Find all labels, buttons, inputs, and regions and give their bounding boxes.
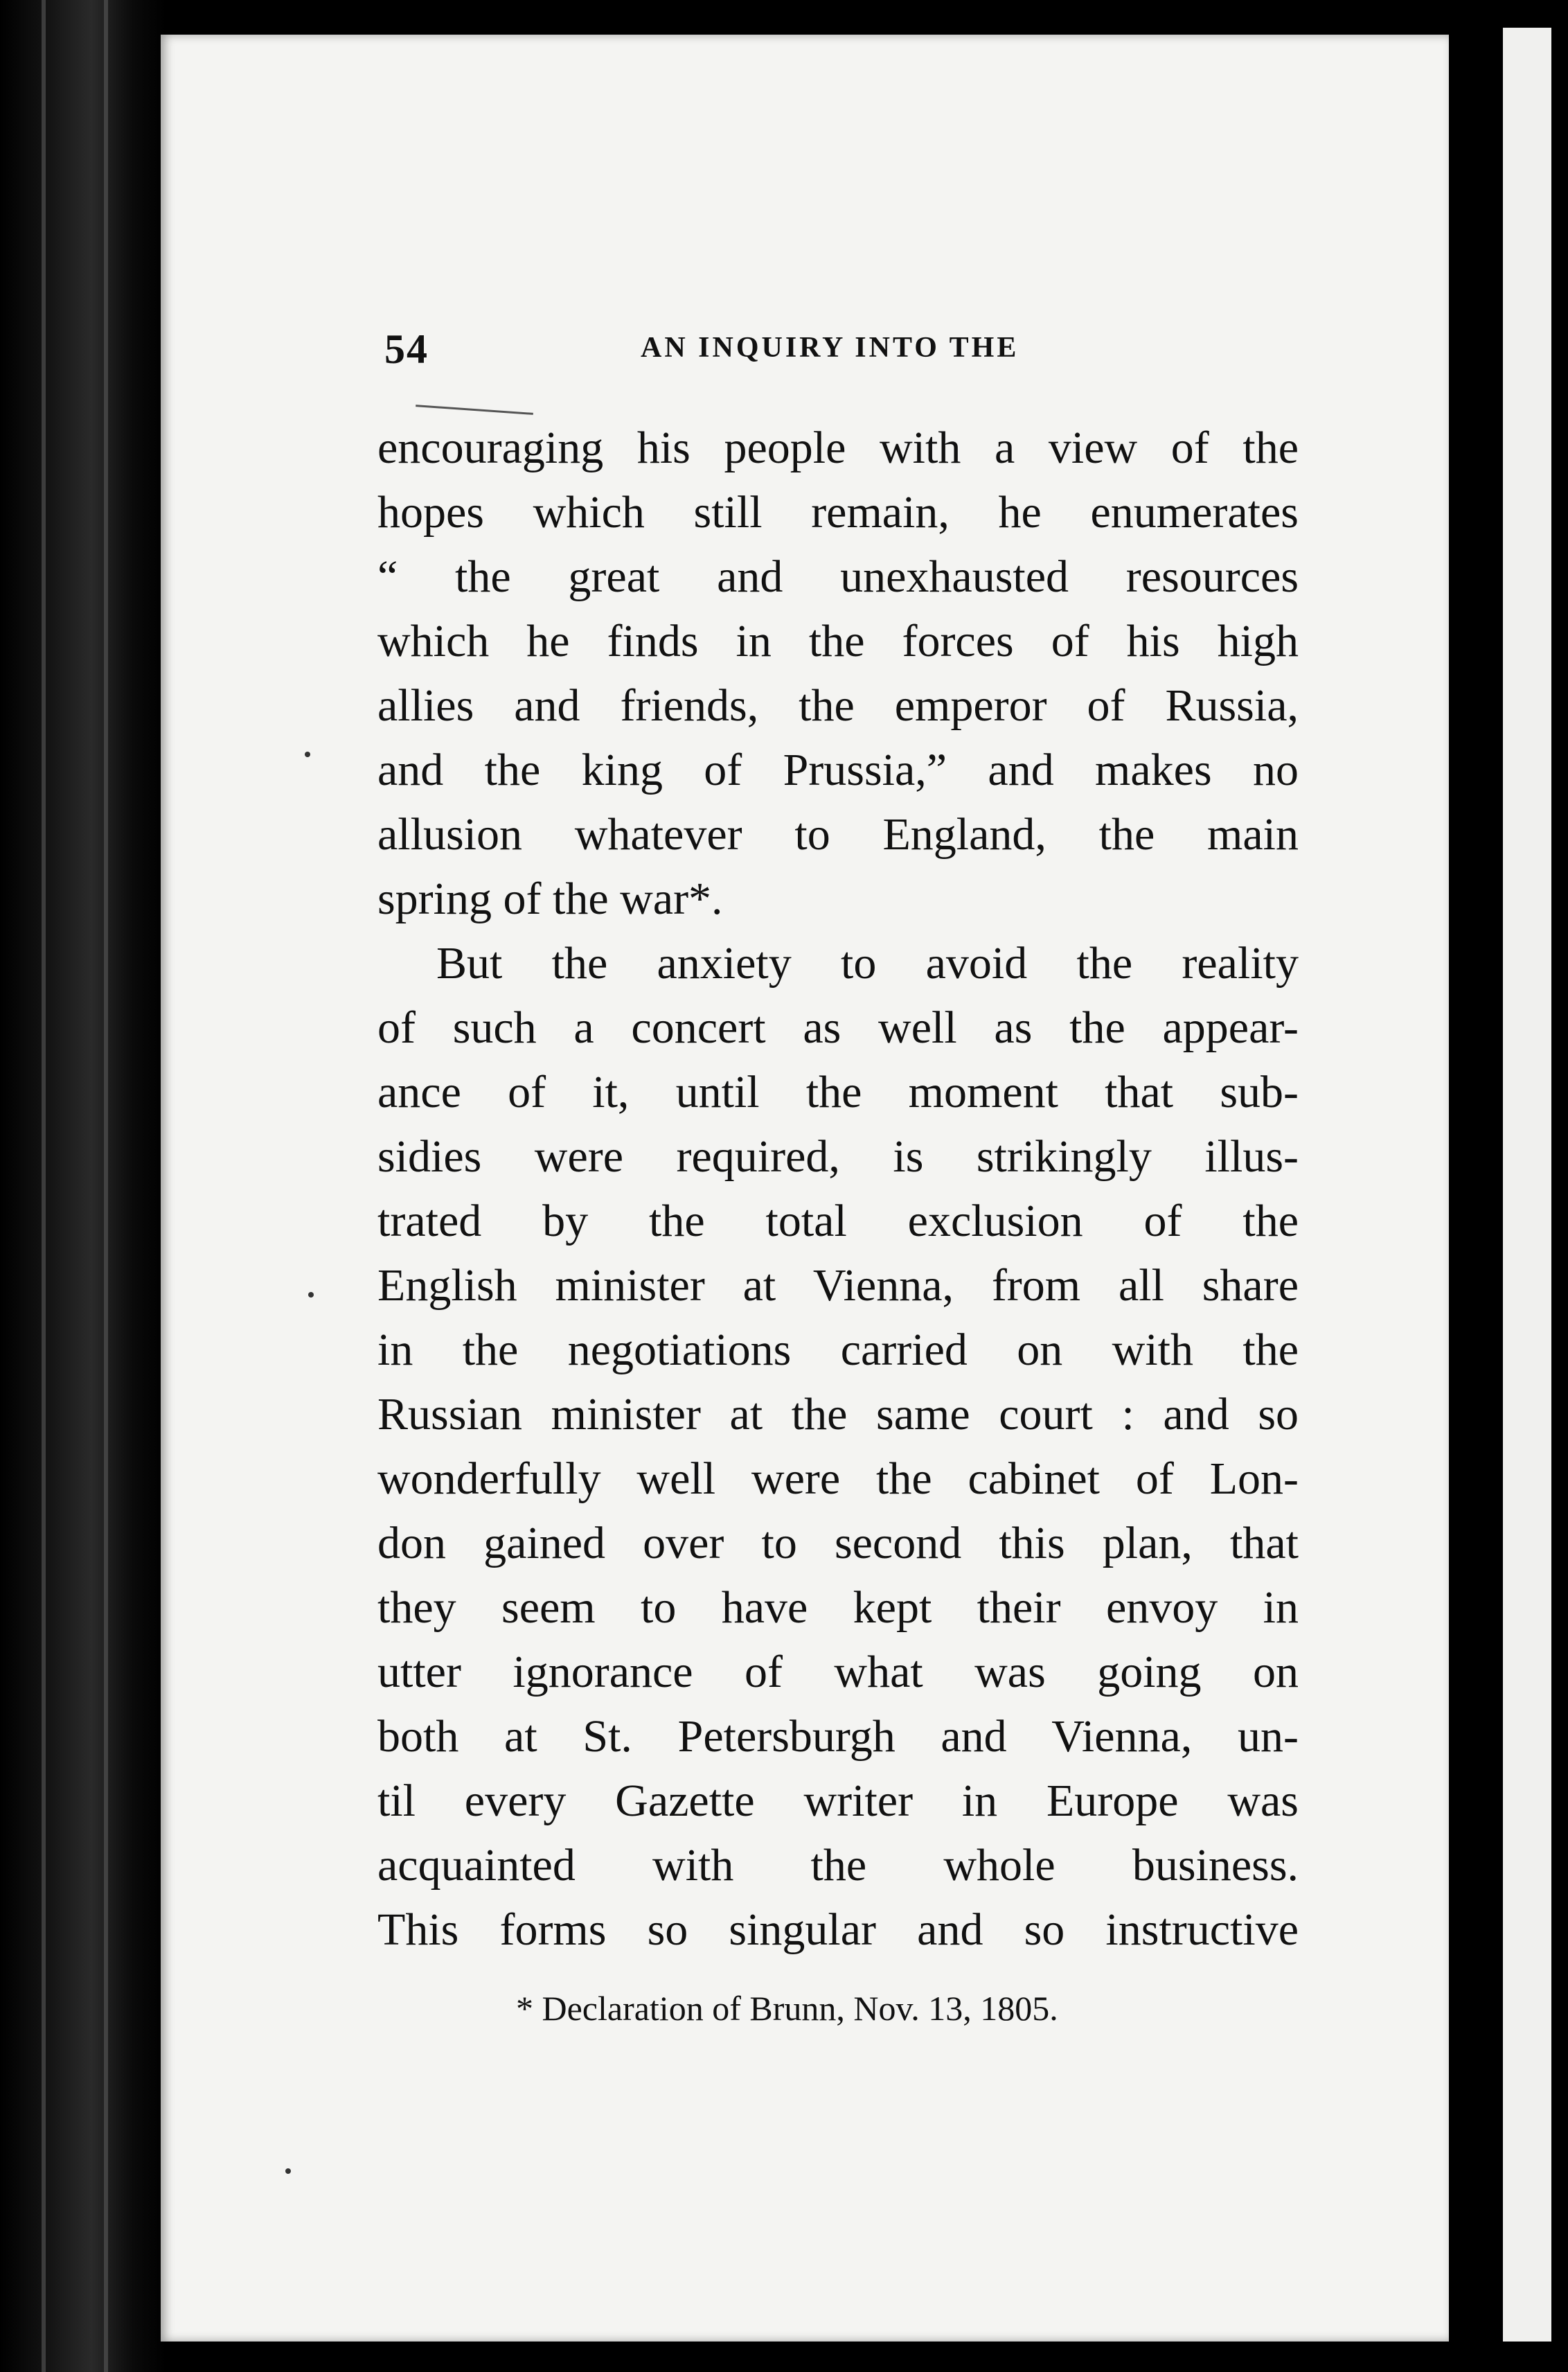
text-line: Russian minister at the same court : and so	[377, 1389, 1299, 1440]
text-line: hopes which still remain, he enumerates	[377, 487, 1299, 538]
text-line: sidies were required, is strikingly illus-	[377, 1131, 1299, 1182]
text-line: til every Gazette writer in Europe was	[377, 1776, 1299, 1826]
spine-stripe	[42, 0, 46, 2372]
body-text	[377, 416, 1299, 1962]
page-number: 54	[384, 326, 429, 372]
text-line: and the king of Prussia,” and makes no	[377, 745, 1299, 795]
text-line: But the anxiety to avoid the reality	[436, 938, 1299, 989]
running-title: AN INQUIRY INTO THE	[641, 332, 1019, 364]
text-line: of such a concert as well as the appear-	[377, 1002, 1299, 1053]
text-line: allusion whatever to England, the main	[377, 809, 1299, 860]
text-line: don gained over to second this plan, that	[377, 1518, 1299, 1568]
paper-speck	[308, 1292, 314, 1298]
paper-speck	[285, 2168, 291, 2174]
text-line: allies and friends, the emperor of Russia,	[377, 680, 1299, 731]
text-line: trated by the total exclusion of the	[377, 1196, 1299, 1246]
text-line: encouraging his people with a view of the	[377, 423, 1299, 473]
text-line: utter ignorance of what was going on	[377, 1647, 1299, 1697]
running-head	[384, 326, 1299, 374]
text-line: spring of the war*.	[377, 874, 723, 924]
text-line: in the negotiations carried on with the	[377, 1325, 1299, 1375]
text-line: which he finds in the forces of his high	[377, 616, 1299, 666]
text-line: acquainted with the whole business.	[377, 1840, 1299, 1891]
spine-stripe	[104, 0, 108, 2372]
next-page-edge	[1496, 28, 1551, 2342]
footnote: * Declaration of Brunn, Nov. 13, 1805.	[516, 1989, 1058, 2028]
text-line: wonderfully well were the cabinet of Lon-	[377, 1453, 1299, 1504]
paper-speck	[305, 752, 310, 757]
text-line: This forms so singular and so instructive	[377, 1904, 1299, 1955]
text-line: English minister at Vienna, from all share	[377, 1260, 1299, 1311]
book-spine	[0, 0, 166, 2372]
text-line: they seem to have kept their envoy in	[377, 1582, 1299, 1633]
text-line: both at St. Petersburgh and Vienna, un-	[377, 1711, 1299, 1762]
text-line: “ the great and unexhausted resources	[377, 551, 1299, 602]
text-line: ance of it, until the moment that sub-	[377, 1067, 1299, 1117]
